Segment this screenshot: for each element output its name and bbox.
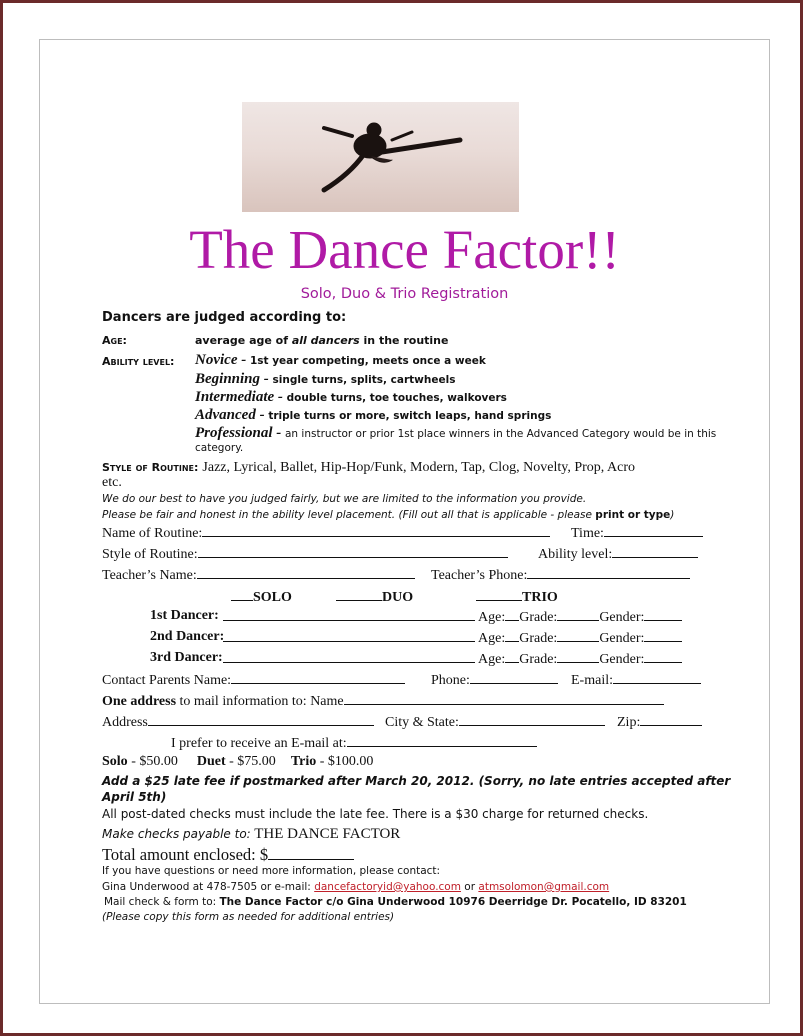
contact-parents-field[interactable] [231,671,405,684]
level-professional-cont: category. [195,442,244,454]
address-field[interactable] [148,713,374,726]
dancer-2-label: 2nd Dancer: [150,629,225,644]
ability-level-label: Ability level: [102,355,175,368]
teacher-name-row: Teacher’s Name: [102,566,415,584]
copy-form-note: (Please copy this form as needed for additional entries) [102,911,395,923]
postdated-checks-note: All post-dated checks must include the late fee. There is a $30 charge for returned checks. [102,807,649,821]
registration-form-page [39,39,770,1004]
questions-note: If you have questions or need more information, please contact: [102,865,441,877]
address-row: Address [102,713,374,731]
ability-placement-note: Please be fair and honest in the ability level placement. (Fill out all that is applicable - please print or type) [102,509,675,521]
leaping-dancer-image [242,102,519,212]
city-state-row: City & State: [385,713,605,731]
dancer-3-details: Age: Grade: Gender: [478,650,682,668]
fee-schedule: Solo - $50.00 Duet - $75.00 Trio - $100.00 [102,754,374,769]
ability-row: Ability level: [538,545,698,563]
mailing-name-field[interactable] [344,692,664,705]
routine-name-row: Name of Routine: [102,524,550,542]
level-advanced: Advanced - triple turns or more, switch leaps, hand springs [195,407,552,423]
page-subtitle: Solo, Duo & Trio Registration [300,286,509,302]
routine-name-field[interactable] [202,524,550,537]
level-novice: Novice - 1st year competing, meets once a week [195,352,486,368]
document-frame [3,3,800,1033]
solo-option[interactable]: SOLO [231,588,292,606]
dancer-1-name-field[interactable] [223,608,475,621]
style-of-routine: Style of Routine: Jazz, Lyrical, Ballet, Hip-Hop/Funk, Modern, Tap, Clog, Novelty, Prop, Acro [102,460,635,475]
dancer-2-name-field[interactable] [223,629,475,642]
style-field[interactable] [198,545,508,558]
page-title: The Dance Factor!! [189,219,620,280]
level-intermediate: Intermediate - double turns, toe touches, walkovers [195,389,507,405]
phone-row: Phone: [431,671,558,689]
age-description: average age of all dancers in the routine [195,334,449,347]
ability-field[interactable] [612,545,698,558]
level-professional: Professional - an instructor or prior 1st place winners in the Advanced Category would be in this [195,425,717,441]
prefer-email-row: I prefer to receive an E-mail at: [171,734,537,752]
phone-field[interactable] [470,671,558,684]
email-link-atmsolomon[interactable]: atmsolomon@gmail.com [478,881,610,893]
dancer-1-label: 1st Dancer: [150,608,219,623]
judging-heading: Dancers are judged according to: [102,310,347,325]
time-field[interactable] [604,524,703,537]
email-row: E-mail: [571,671,701,689]
contact-parents-row: Contact Parents Name: [102,671,405,689]
late-fee-note: Add a $25 late fee if postmarked after March 20, 2012. (Sorry, no late entries accepted after [102,774,731,788]
fair-judging-note: We do our best to have you judged fairly, but we are limited to the information you provide. [102,493,587,505]
age-label: Age: [102,334,127,347]
teacher-name-field[interactable] [197,566,415,579]
mail-to-line: Mail check & form to: The Dance Factor c/o Gina Underwood 10976 Deerridge Dr. Pocatello, ID 83201 [104,896,687,908]
trio-option[interactable]: TRIO [476,588,558,606]
contact-line: Gina Underwood at 478-7505 or e-mail: dancefactoryid@yahoo.com or atmsolomon@gmail.com [102,881,610,893]
level-beginning: Beginning - single turns, splits, cartwheels [195,371,456,387]
email-link-dancefactory[interactable]: dancefactoryid@yahoo.com [314,881,461,893]
mailing-name-row: One address to mail information to: Name [102,692,664,710]
style-of-routine-cont: etc. [102,475,122,490]
zip-row: Zip: [617,713,702,731]
dancer-3-name-field[interactable] [223,650,475,663]
prefer-email-field[interactable] [347,734,537,747]
duo-option[interactable]: DUO [336,588,413,606]
late-fee-note-cont: April 5th) [102,790,167,804]
dancer-photo [242,102,519,212]
zip-field[interactable] [640,713,702,726]
dancer-2-details: Age: Grade: Gender: [478,629,682,647]
city-state-field[interactable] [459,713,605,726]
email-field[interactable] [613,671,701,684]
dancer-1-details: Age: Grade: Gender: [478,608,682,626]
total-amount-field[interactable] [268,845,354,860]
style-row: Style of Routine: [102,545,508,563]
dancer-3-label: 3rd Dancer: [150,650,223,665]
teacher-phone-row: Teacher’s Phone: [431,566,690,584]
time-row: Time: [571,524,703,542]
teacher-phone-field[interactable] [527,566,690,579]
total-enclosed-row: Total amount enclosed: $ [102,845,354,865]
payable-to: Make checks payable to: THE DANCE FACTOR [102,826,401,842]
